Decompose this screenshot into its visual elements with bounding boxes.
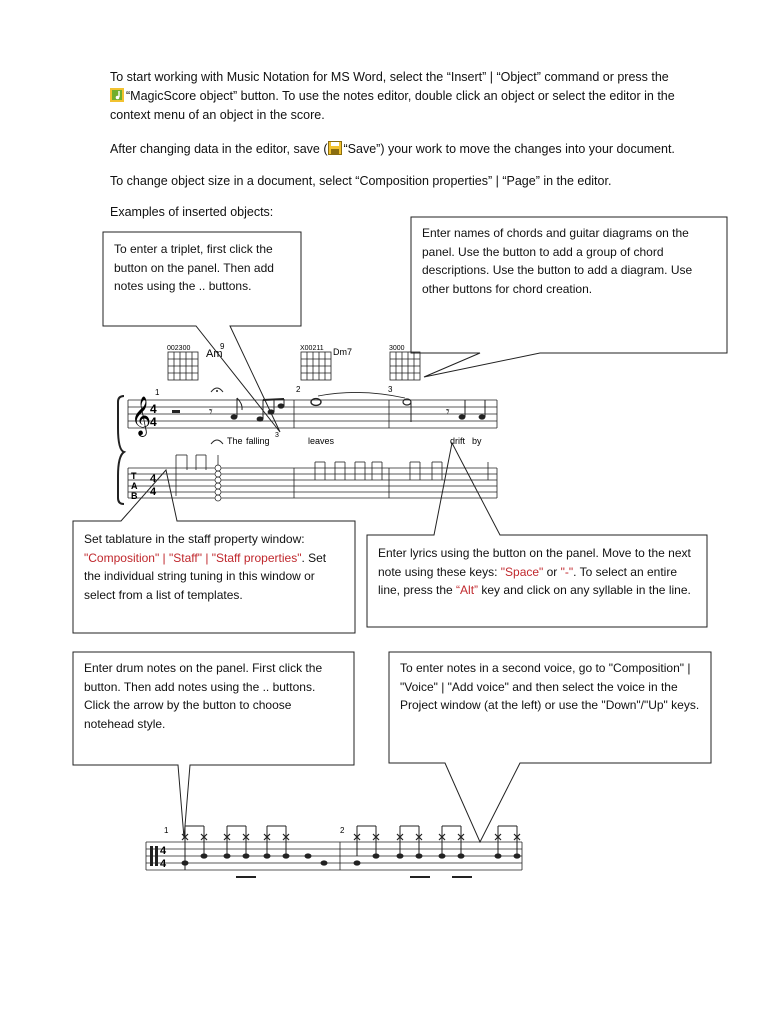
- tab-letter-b: B: [131, 491, 138, 501]
- drum-callout: Enter drum notes on the panel. First click the button. Then add notes using the .. buttons. Click the arrow by the button to choose notehead style.: [84, 661, 323, 731]
- lyr-text-2: . To select an entire line, press the: [378, 564, 677, 597]
- lyric-falling: falling: [246, 436, 270, 446]
- lyr-space-key: "Space": [500, 564, 544, 579]
- lyr-text-3: key and click on any syllable in the line.: [478, 583, 691, 597]
- tab-text-1: Set tablature in the staff property window:: [84, 532, 305, 546]
- eighth-rest-2: 𝄾: [446, 404, 450, 420]
- percussion-clef-bar1: [150, 846, 153, 866]
- treble-clef: 𝄞: [131, 396, 152, 436]
- measure-number-3: 3: [388, 385, 393, 394]
- eighth-rest: 𝄾: [209, 404, 213, 420]
- save-text-1: After changing data in the editor, save (: [110, 142, 328, 156]
- tab-menu-path: "Composition" | "Staff" | "Staff properties": [84, 550, 302, 565]
- measure-number-1: 1: [155, 388, 160, 397]
- tab-time-bottom: 4: [150, 486, 157, 498]
- lyric-drift: drift: [450, 436, 466, 446]
- drum-notes: [185, 826, 517, 877]
- drum-measure-2: 2: [340, 826, 345, 835]
- lyr-text-1: Enter lyrics using the button on the panel. Move to the next note using these keys:: [378, 546, 691, 579]
- chord-3-frets: 3000: [389, 345, 405, 352]
- intro-text-2: “MagicScore object” button. To use the notes editor, double click an object or select the editor in the context menu of an object in the score.: [110, 89, 675, 122]
- chord-am9-frets: 002300: [167, 345, 191, 352]
- chord-am9-ext: 9: [220, 342, 225, 351]
- size-paragraph: To change object size in a document, select “Composition properties” | “Page” in the editor.: [110, 174, 612, 188]
- triplet-number: 3: [275, 432, 279, 439]
- tab-time-top: 4: [150, 473, 157, 485]
- cymbal-x-heads: [182, 834, 520, 840]
- voice-callout: To enter notes in a second voice, go to "Composition" | "Voice" | "Add voice" and then select the voice in the Project window (at the left) or use the "Down"/"Up" keys.: [400, 661, 700, 712]
- drum-measure-1: 1: [164, 826, 169, 835]
- drum-time-top: 4: [160, 845, 167, 857]
- lyr-dash-key: "-": [560, 564, 574, 579]
- tab-letter-t: T: [131, 471, 137, 481]
- drum-noteheads: [182, 853, 521, 865]
- tab-letter-a: A: [131, 481, 138, 491]
- chord-callout: Enter names of chords and guitar diagrams on the panel. Use the button to add a group of chord descriptions. Use the button to add a diagram. Use other buttons for chord creation.: [422, 226, 693, 296]
- intro-text-1: To start working with Music Notation for MS Word, select the “Insert” | “Object” command or press the: [110, 70, 669, 84]
- lyr-alt-key: “Alt”: [456, 583, 479, 597]
- measure-number-2: 2: [296, 385, 301, 394]
- save-text-2: “Save”) your work to move the changes into your document.: [343, 142, 675, 156]
- time-sig-bottom: 4: [150, 415, 157, 429]
- lyric-leaves: leaves: [308, 436, 335, 446]
- chord-dm7-name: Dm7: [333, 347, 353, 357]
- percussion-clef-bar2: [155, 846, 158, 866]
- chord-dm7-frets: X00211: [300, 345, 324, 352]
- examples-heading: Examples of inserted objects:: [110, 205, 274, 219]
- triplet-callout: To enter a triplet, first click the button on the panel. Then add notes using the .. buttons.: [114, 242, 274, 293]
- tab-text-2: . Set the individual string tuning in this window or select from a list of templates.: [84, 550, 327, 602]
- time-sig-top: 4: [150, 402, 157, 416]
- drum-time-bottom: 4: [160, 858, 167, 870]
- lyr-or: or: [543, 564, 561, 579]
- lyric-the: The: [227, 436, 243, 446]
- lyric-by: by: [472, 436, 482, 446]
- chord-am9-name: Am: [206, 348, 223, 360]
